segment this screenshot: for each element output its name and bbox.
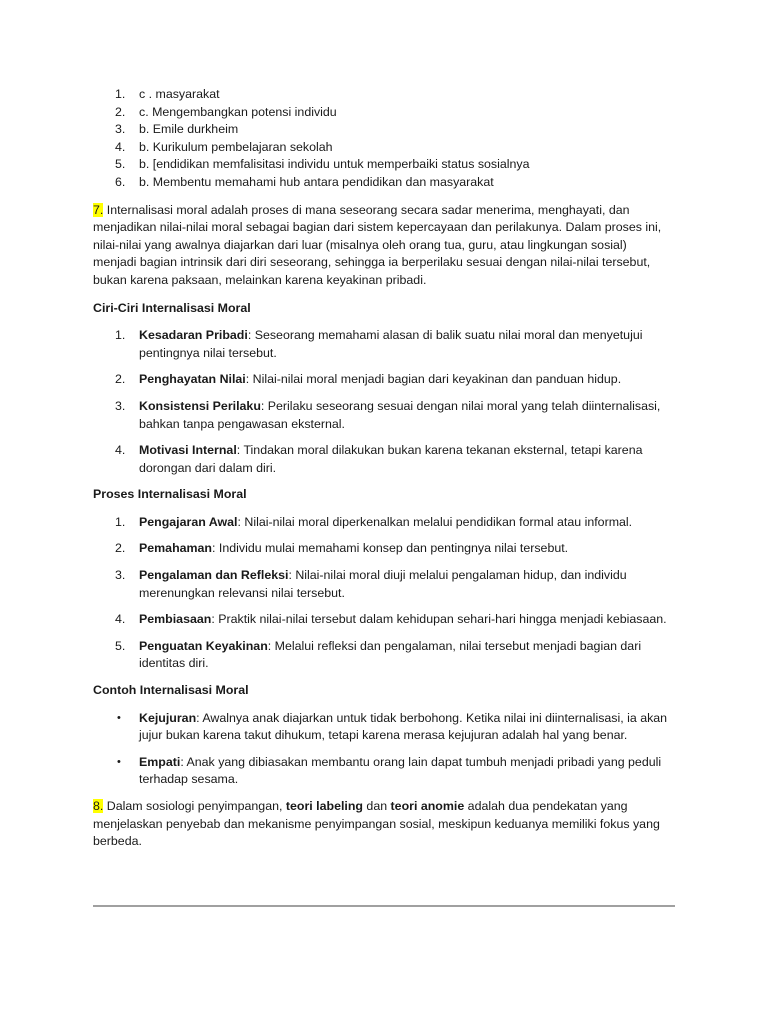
list-item: 2. Pemahaman: Individu mulai memahami konsep dan pentingnya nilai tersebut. — [115, 541, 569, 556]
list-item: 5. Penguatan Keyakinan: Melalui refleksi dan pengalaman, nilai tersebut menjadi bagian dari identitas diri. — [115, 638, 642, 671]
list-item: 1. Pengajaran Awal: Nilai-nilai moral diperkenalkan melalui pendidikan formal atau informal. — [115, 514, 633, 529]
question-number-highlight: 7. — [93, 202, 104, 217]
list-item: 4. Pembiasaan: Praktik nilai-nilai tersebut dalam kehidupan sehari-hari hingga menjadi kebiasaan. — [115, 612, 667, 627]
list-item: 1. c . masyarakat — [115, 87, 220, 101]
list-item: 3. Konsistensi Perilaku: Perilaku seseorang sesuai dengan nilai moral yang telah diinternalisasi, bahkan tanpa pengawasan eksternal. — [115, 398, 661, 431]
list-item: 3. b. Emile durkheim — [115, 122, 239, 137]
list-item: • Empati: Anak yang dibiasakan membantu orang lain dapat tumbuh menjadi pribadi yang peduli terhadap sesama. — [117, 754, 662, 787]
question-7-paragraph: 7. Internalisasi moral adalah proses di mana seseorang secara sadar menerima, menghayati, dan menjadikan nilai-nilai moral sebagai bagian dari sistem kepercayaan dan perilakunya. Dalam proses ini, nilai-nilai yang awalnya diajarkan dari luar (misalnya oleh orang tua, guru, atau lingkungan sosial) menjadi bagian intrinsik dari diri seseorang, sehingga ia berperilaku sesuai dengan nilai-nilai tersebut, bukan karena paksaan, melainkan karena keyakinan pribadi. — [93, 202, 662, 287]
bullet-icon: • — [117, 711, 121, 724]
list-item: 2. Penghayatan Nilai: Nilai-nilai moral menjadi bagian dari keyakinan dan panduan hidup. — [115, 372, 622, 387]
list-item: 3. Pengalaman dan Refleksi: Nilai-nilai moral diuji melalui pengalaman hidup, dan individu merenungkan relevansi nilai tersebut. — [115, 568, 627, 600]
horizontal-divider — [93, 905, 675, 907]
document-content — [93, 86, 673, 851]
ciri-list — [93, 327, 673, 477]
section-heading-contoh: Contoh Internalisasi Moral — [93, 683, 249, 698]
question-8-paragraph: 8. Dalam sosiologi penyimpangan, teori labeling dan teori anomie adalah dua pendekatan yang menjelaskan penyebab dan mekanisme penyimpangan sosial, meskipun keduanya memiliki fokus yang berbeda. — [93, 799, 660, 849]
answer-list — [93, 86, 673, 192]
proses-list — [93, 514, 673, 673]
section-heading-ciri: Ciri-Ciri Internalisasi Moral — [93, 300, 251, 315]
list-item: • Kejujuran: Awalnya anak diajarkan untuk tidak berbohong. Ketika nilai ini diinternalisasi, ia akan jujur bukan karena takut dihukum, tetapi karena merasa kejujuran adalah hal yang benar. — [117, 710, 668, 743]
list-item: 2. c. Mengembangkan potensi individu — [115, 104, 337, 119]
list-item: 5. b. [endidikan memfalisitasi individu untuk memperbaiki status sosialnya — [115, 157, 530, 172]
list-item: 1. Kesadaran Pribadi: Seseorang memahami alasan di balik suatu nilai moral dan menyetujui pentingnya nilai tersebut. — [115, 328, 643, 360]
list-item: 4. b. Kurikulum pembelajaran sekolah — [115, 139, 333, 154]
bullet-icon: • — [117, 755, 121, 768]
contoh-list — [93, 710, 673, 789]
list-item: 4. Motivasi Internal: Tindakan moral dilakukan bukan karena tekanan eksternal, tetapi karena dorongan dari dalam diri. — [115, 443, 643, 475]
question-number-highlight: 8. — [93, 799, 104, 813]
section-heading-proses: Proses Internalisasi Moral — [93, 487, 247, 502]
list-item: 6. b. Membentu memahami hub antara pendidikan dan masyarakat — [115, 174, 494, 189]
